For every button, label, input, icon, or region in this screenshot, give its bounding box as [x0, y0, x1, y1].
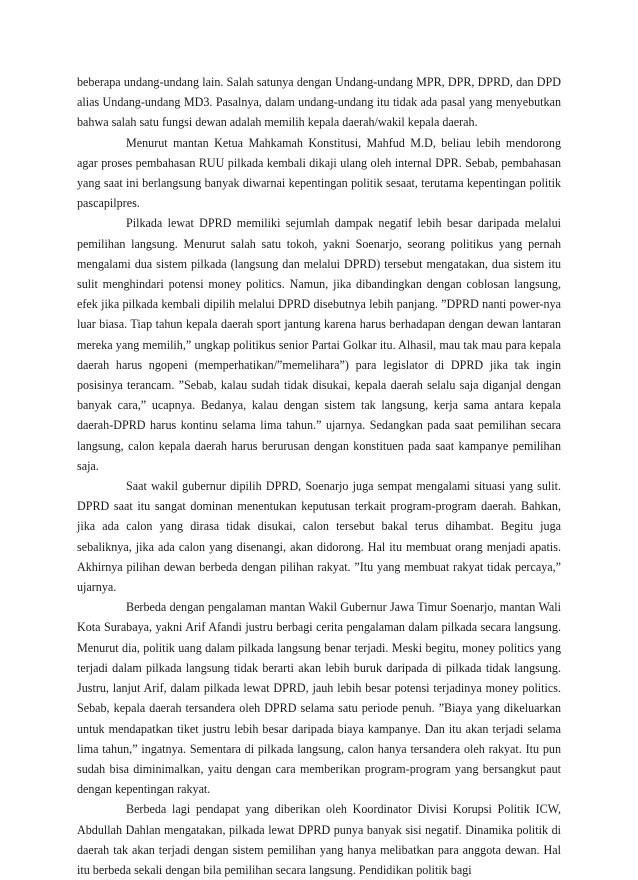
paragraph-5: Berbeda dengan pengalaman mantan Wakil Gubernur Jawa Timur Soenarjo, mantan Wali Kota Surabaya, yakni Arif Afandi justru berbagi cerita pengalaman dalam pilkada secara langsung. Menurut dia, politik uang dalam pilkada langsung benar terjadi. Meski begitu, money politics yang terjadi dalam pilkada langsung tidak berarti akan lebih buruk daripada di pilkada tidak langsung. Justru, lanjut Arif, dalam pilkada lewat DPRD, jauh lebih besar potensi terjadinya money politics. Sebab, kepala daerah tersandera oleh DPRD selama satu periode penuh. ”Biaya yang dikeluarkan untuk mendapatkan tiket justru lebih besar daripada biaya kampanye. Dan itu akan terjadi selama lima tahun,” ingatnya. Sementara di pilkada langsung, calon hanya tersandera oleh rakyat. Itu pun sudah bisa diminimalkan, yaitu dengan cara memberikan program-program yang bersangkut paut dengan kepentingan rakyat. [77, 600, 561, 797]
paragraph-2: Menurut mantan Ketua Mahkamah Konstitusi, Mahfud M.D, beliau lebih mendorong agar proses pembahasan RUU pilkada kembali dikaji ulang oleh internal DPR. Sebab, pembahasan yang saat ini berlangsung banyak diwarnai kepentingan politik sesaat, terutama kepentingan politik pascapilpres. [77, 135, 561, 211]
document-page [77, 72, 561, 880]
paragraph-4: Saat wakil gubernur dipilih DPRD, Soenarjo juga sempat mengalami situasi yang sulit. DPRD saat itu sangat dominan menentukan keputusan terkait program-program daerah. Bahkan, jika ada calon yang dirasa tidak disukai, calon tersebut bakal terus dihambat. Begitu juga sebaliknya, jika ada calon yang disenangi, akan didorong. Hal itu membuat orang menjadi apatis. Akhirnya pilihan dewan berbeda dengan pilihan rakyat. ”Itu yang membuat rakyat tidak percaya,” ujarnya. [77, 479, 561, 595]
paragraph-3: Pilkada lewat DPRD memiliki sejumlah dampak negatif lebih besar daripada melalui pemilihan langsung. Menurut salah satu tokoh, yakni Soenarjo, seorang politikus yang pernah mengalami dua sistem pilkada (langsung dan melalui DPRD) tersebut mengatakan, dua sistem itu sulit menghindari potensi money politics. Namun, jika dibandingkan dengan coblosan langsung, efek jika pilkada kembali dipilih melalui DPRD disebutnya lebih panjang. ”DPRD nanti power-nya luar biasa. Tiap tahun kepala daerah sport jantung karena harus berhadapan dengan dewan lantaran mereka yang memilih,” ungkap politikus senior Partai Golkar itu. Alhasil, mau tak mau para kepala daerah harus ngopeni (memperhatikan/”memelihara”) para legislator di DPRD jika tak ingin posisinya terancam. ”Sebab, kalau sudah tidak disukai, kepala daerah selalu saja diganjal dengan banyak cara,” ucapnya. Bedanya, kalau dengan sistem tak langsung, kerja sama antara kepala daerah-DPRD harus kontinu selama lima tahun.” ujarnya. Sedangkan pada saat pemilihan secara langsung, calon kepala daerah harus berurusan dengan konstituen pada saat kampanye pemilihan saja. [77, 216, 561, 473]
paragraph-1: beberapa undang-undang lain. Salah satunya dengan Undang-undang MPR, DPR, DPRD, dan DPD alias Undang-undang MD3. Pasalnya, dalam undang-undang itu tidak ada pasal yang menyebutkan bahwa salah satu fungsi dewan adalah memilih kepala daerah/wakil kepala daerah. [77, 75, 561, 130]
paragraph-6: Berbeda lagi pendapat yang diberikan oleh Koordinator Divisi Korupsi Politik ICW, Abdullah Dahlan mengatakan, pilkada lewat DPRD punya banyak sisi negatif. Dinamika politik di daerah tak akan terjadi dengan sistem pemilihan yang hanya melibatkan para anggota dewan. Hal itu berbeda sekali dengan bila pemilihan secara langsung. Pendidikan politik bagi [77, 802, 561, 877]
